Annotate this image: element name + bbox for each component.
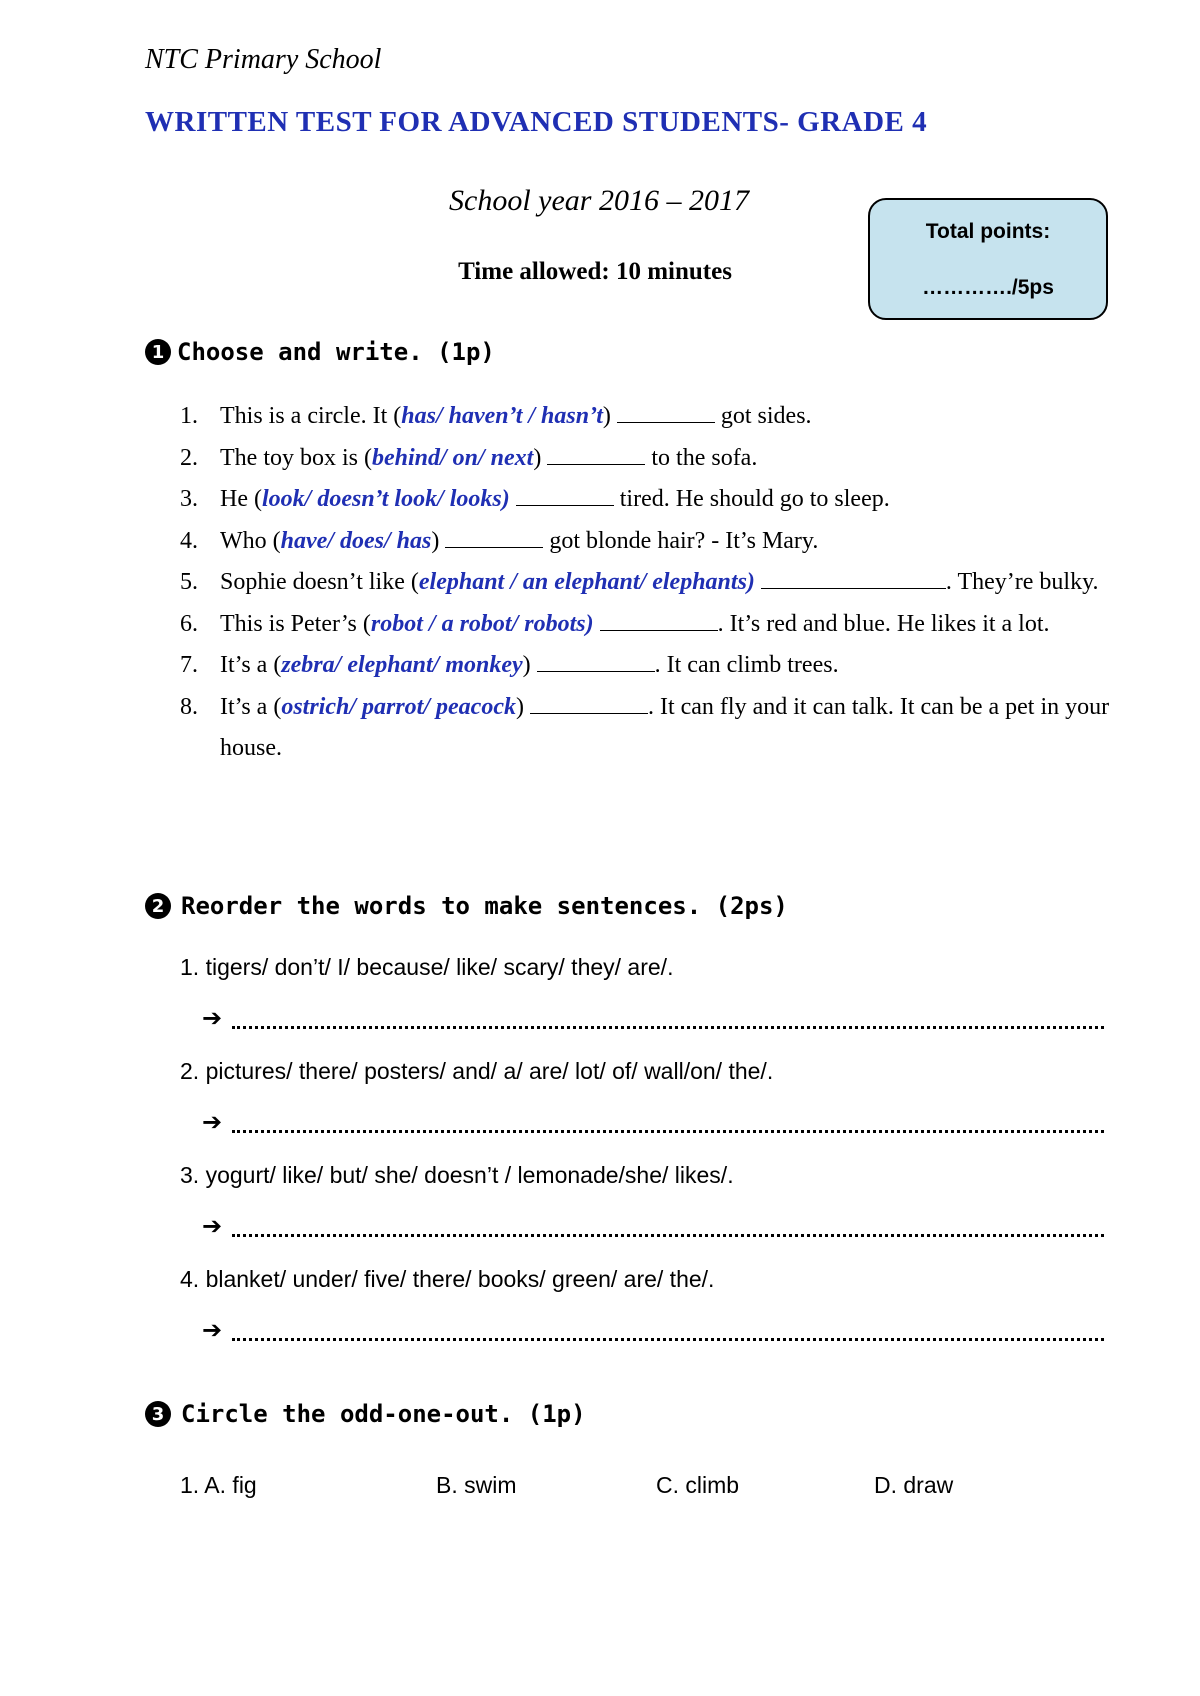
list-item — [180, 521, 1160, 563]
option-b[interactable]: B. swim — [436, 1472, 517, 1498]
item-text: . They’re bulky. — [945, 569, 1099, 595]
item-number: 3. — [180, 486, 198, 512]
item-text: to the sofa. — [645, 444, 758, 471]
answer-blank[interactable] — [537, 649, 655, 672]
right-arrow-icon: ➔ — [202, 1212, 223, 1240]
option-d[interactable]: D. draw — [874, 1472, 954, 1498]
number-3-icon: 3 — [145, 1401, 171, 1427]
section2-heading — [145, 892, 788, 920]
right-arrow-icon: ➔ — [202, 1316, 223, 1344]
item-text: Sophie doesn’t like ( — [220, 569, 419, 595]
item-text: He ( — [220, 486, 262, 512]
item-number: 6. — [180, 610, 198, 637]
list-item — [180, 604, 1160, 646]
item-options: ostrich/ parrot/ peacock — [281, 693, 516, 720]
right-arrow-icon: ➔ — [202, 1004, 223, 1032]
item-text: got blonde hair? - It’s Mary. — [543, 527, 819, 554]
list-item — [180, 645, 1160, 687]
answer-line — [202, 1318, 1104, 1342]
item-options: robot / a robot/ robots) — [370, 610, 594, 637]
reorder-sentence: 4. blanket/ under/ five/ there/ books/ green/ are/ the/. — [180, 1266, 715, 1292]
total-points-value: …………./5ps — [922, 276, 1054, 299]
item-text: The toy box is ( — [220, 444, 372, 471]
item-number: 2. — [180, 444, 198, 471]
list-item — [180, 1058, 1120, 1162]
answer-line — [202, 1214, 1104, 1238]
time-allowed: Time allowed: 10 minutes — [458, 258, 732, 285]
option-a[interactable]: 1. A. fig — [180, 1472, 257, 1498]
section1-heading — [145, 338, 495, 366]
reorder-sentence: 2. pictures/ there/ posters/ and/ a/ are/ lot/ of/ wall/on/ the/. — [180, 1058, 774, 1084]
total-points-box — [868, 198, 1108, 320]
item-number: 7. — [180, 652, 198, 678]
item-options: have/ does/ has — [280, 527, 432, 554]
section1-title: Choose and write. (1p) — [177, 338, 495, 366]
answer-blank[interactable] — [547, 442, 645, 465]
list-item — [180, 687, 1160, 770]
section1-list — [180, 396, 1160, 770]
answer-dotted-line[interactable] — [232, 1214, 1104, 1237]
item-bracket: ) — [533, 444, 542, 471]
item-bracket: ) — [431, 527, 440, 554]
school-year-text: School year 2016 – 2017 — [449, 184, 749, 217]
section3-title: Circle the odd-one-out. (1p) — [181, 1400, 586, 1428]
reorder-sentence: 3. yogurt/ like/ but/ she/ doesn’t / lemonade/she/ likes/. — [180, 1162, 734, 1188]
item-options: behind/ on/ next — [371, 444, 534, 471]
item-text: It’s a ( — [220, 693, 282, 720]
item-text: This is Peter’s ( — [220, 610, 371, 637]
item-options: zebra/ elephant/ monkey — [281, 652, 523, 678]
list-item — [180, 954, 1120, 1058]
item-text: . It can fly and it can talk. It can be a pet in your house. — [220, 693, 1110, 761]
item-text: Who ( — [220, 527, 281, 554]
answer-line — [202, 1110, 1104, 1134]
item-text: . It’s red and blue. He likes it a lot. — [717, 610, 1050, 637]
list-item — [180, 479, 1160, 521]
list-item — [180, 1266, 1120, 1370]
list-item — [180, 562, 1160, 604]
item-options: look/ doesn’t look/ looks) — [261, 486, 510, 512]
number-1-icon: 1 — [145, 339, 171, 365]
answer-blank[interactable] — [445, 525, 543, 548]
answer-dotted-line[interactable] — [232, 1110, 1104, 1133]
item-number: 1. — [180, 403, 198, 429]
item-text: This is a circle. It ( — [220, 403, 402, 429]
answer-blank[interactable] — [530, 691, 648, 714]
section3-heading — [145, 1400, 586, 1428]
item-bracket: ) — [602, 403, 611, 429]
answer-dotted-line[interactable] — [232, 1006, 1104, 1029]
test-title: WRITTEN TEST FOR ADVANCED STUDENTS- GRADE 4 — [145, 106, 928, 138]
list-item — [180, 438, 1160, 480]
list-item — [180, 396, 1160, 438]
answer-line — [202, 1006, 1104, 1030]
list-item — [180, 1162, 1120, 1266]
school-name: NTC Primary School — [145, 44, 382, 75]
item-number: 5. — [180, 569, 198, 595]
option-c[interactable]: C. climb — [656, 1472, 740, 1498]
item-number: 4. — [180, 527, 198, 554]
reorder-sentence: 1. tigers/ don’t/ I/ because/ like/ scary/ they/ are/. — [180, 954, 674, 980]
item-text: . It can climb trees. — [654, 652, 839, 678]
section2-list — [180, 954, 1120, 1370]
right-arrow-icon: ➔ — [202, 1108, 223, 1136]
answer-blank[interactable] — [761, 566, 946, 589]
answer-blank[interactable] — [516, 483, 614, 506]
item-text: It’s a ( — [220, 652, 282, 678]
total-points-label: Total points: — [925, 220, 1051, 243]
answer-blank[interactable] — [600, 608, 718, 631]
number-2-icon: 2 — [145, 893, 171, 919]
item-bracket: ) — [522, 652, 531, 678]
answer-dotted-line[interactable] — [232, 1318, 1104, 1341]
item-bracket: ) — [515, 693, 524, 720]
item-options: has/ haven’t / hasn’t — [401, 403, 603, 429]
section2-title: Reorder the words to make sentences. (2ps) — [181, 892, 788, 920]
item-text: got sides. — [714, 403, 812, 429]
item-options: elephant / an elephant/ elephants) — [418, 569, 755, 595]
item-number: 8. — [180, 693, 198, 720]
item-text: tired. He should go to sleep. — [613, 486, 890, 512]
answer-blank[interactable] — [617, 400, 715, 423]
